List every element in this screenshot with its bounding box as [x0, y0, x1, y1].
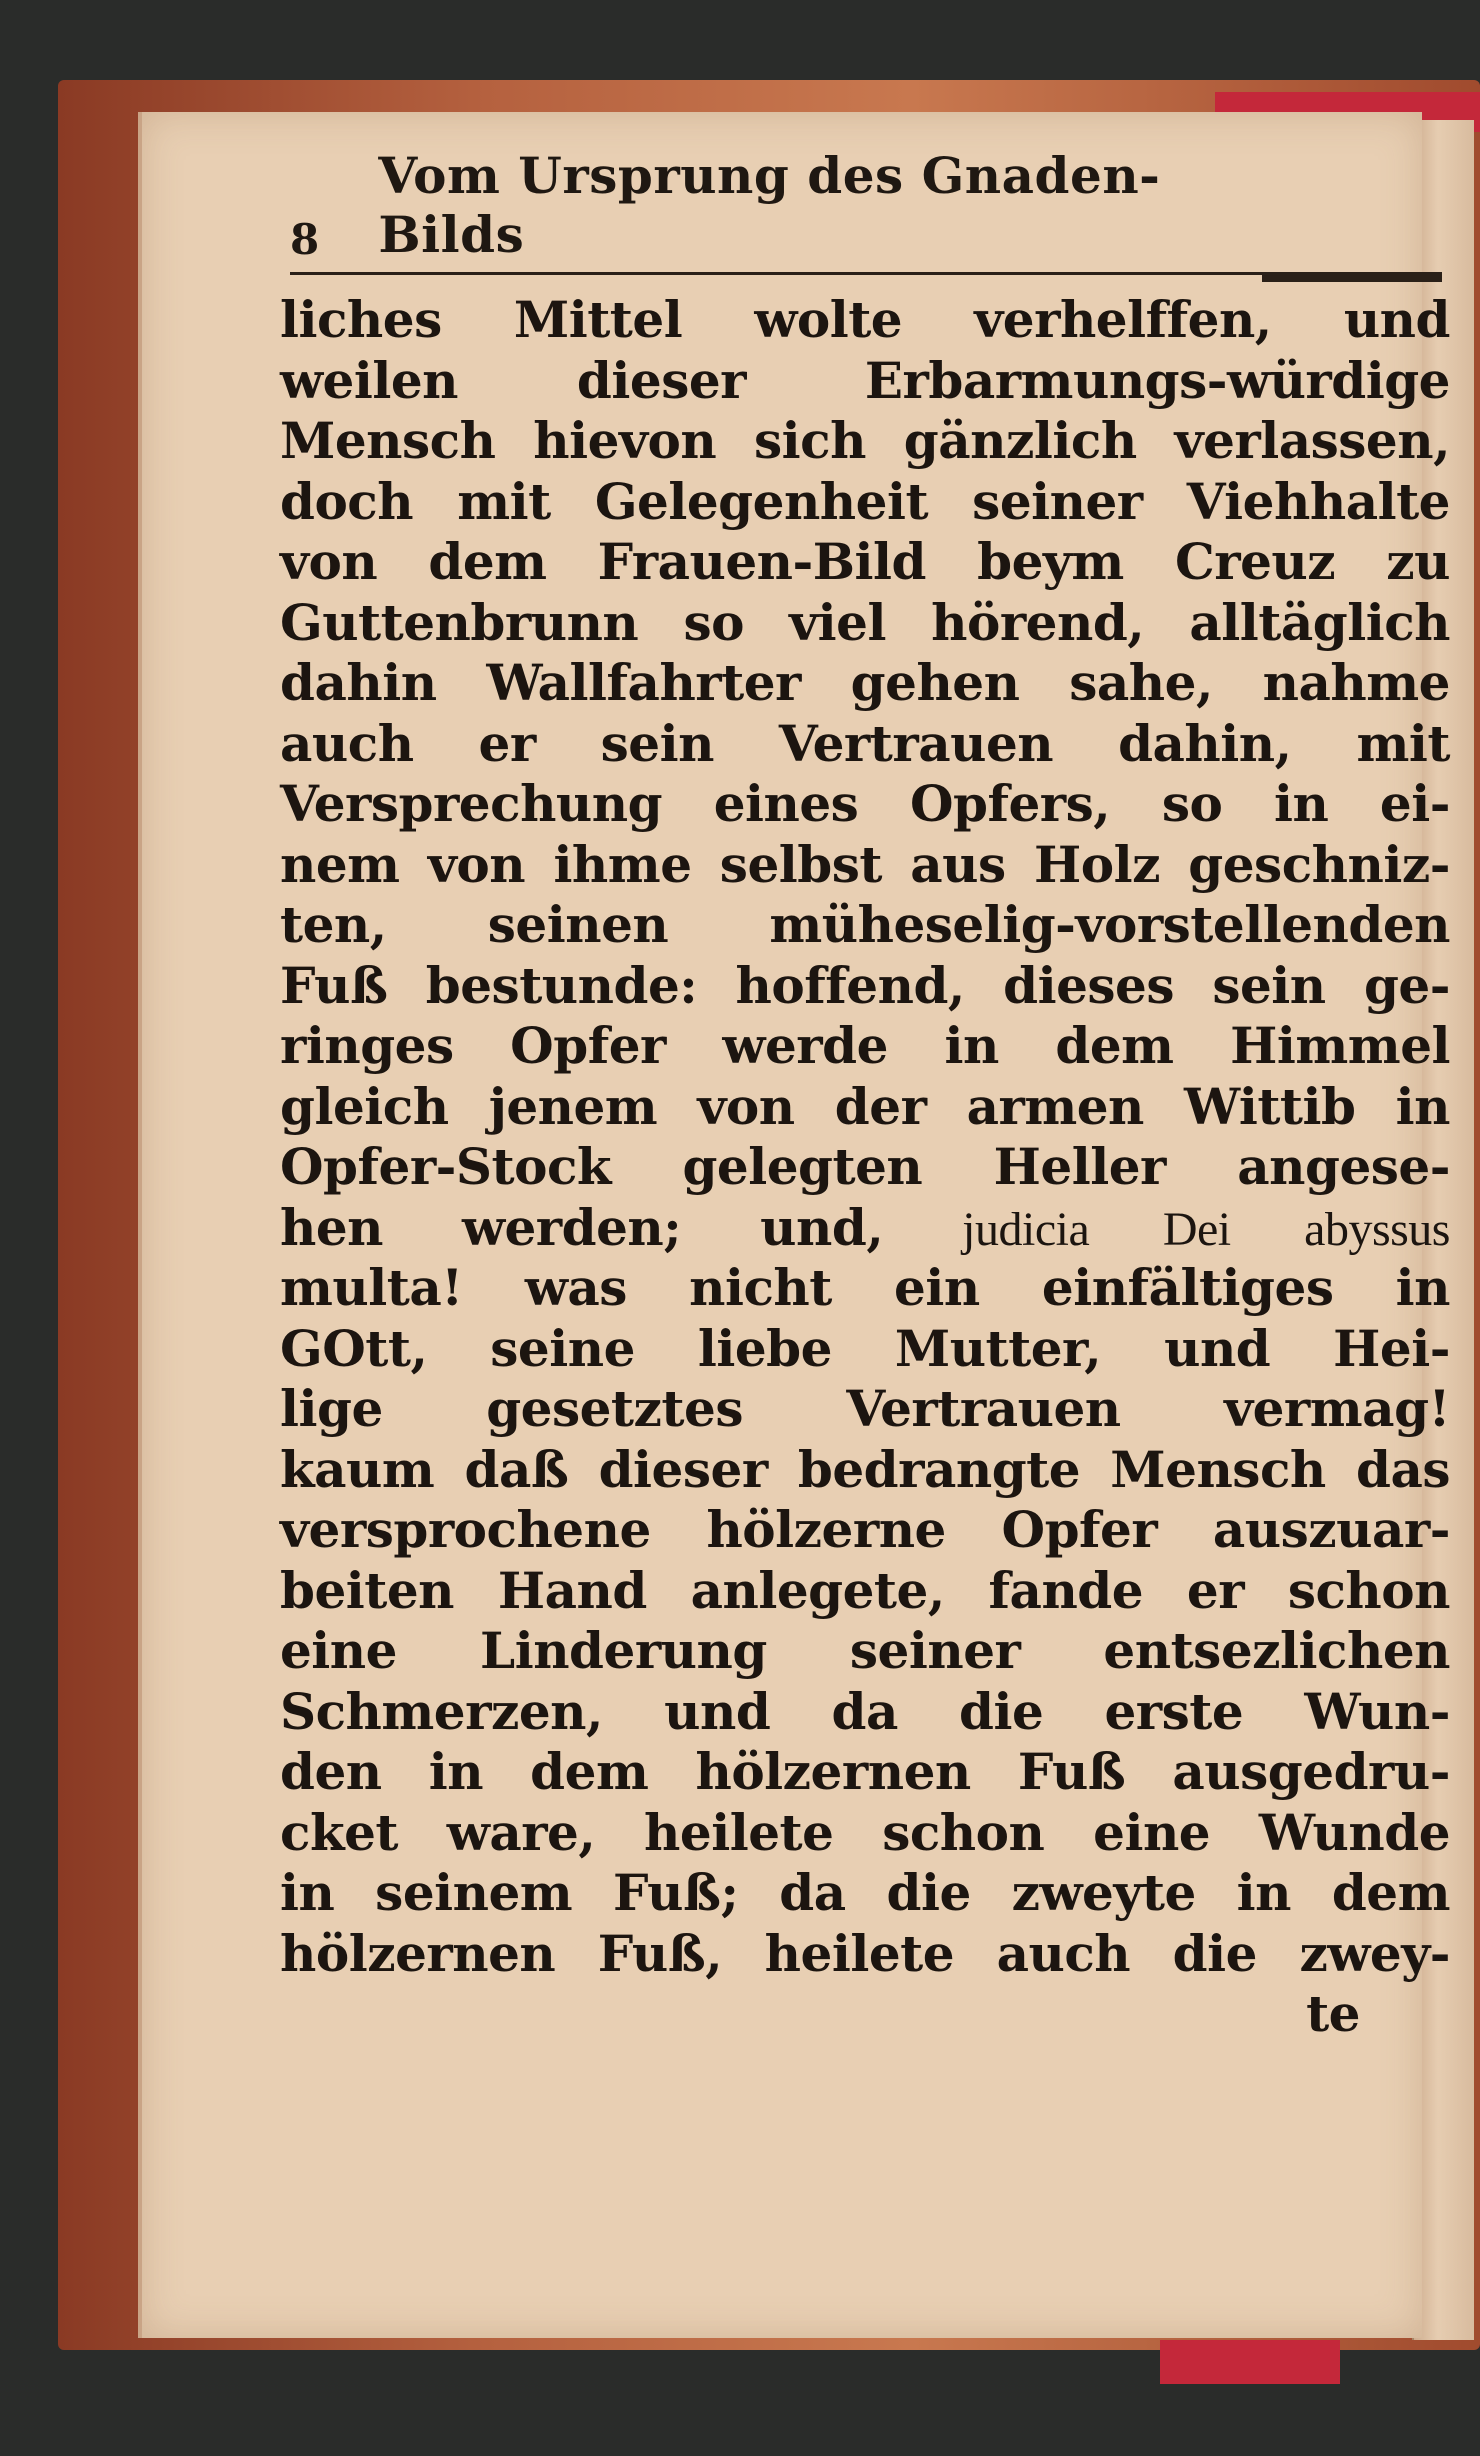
text-line: von dem Frauen-Bild beym Creuz zu	[280, 532, 1450, 591]
text-line: doch mit Gelegenheit seiner Viehhalte	[280, 471, 1450, 531]
text-line: lige gesetztes Vertrauen vermag!	[280, 1379, 1450, 1438]
text-line: versprochene hölzerne Opfer auszuar-	[280, 1500, 1450, 1559]
text-line: hölzernen Fuß, heilete auch die zwey-	[280, 1923, 1450, 1983]
text-line: GOtt, seine liebe Mutter, und Hei-	[280, 1318, 1450, 1378]
text-line: den in dem hölzernen Fuß ausgedru-	[280, 1742, 1450, 1801]
body-text	[280, 290, 1450, 2045]
catchword: te	[1306, 1984, 1360, 2043]
book-page	[138, 112, 1450, 2338]
text-line	[280, 1198, 1450, 1259]
text-line: Fuß bestunde: hoffend, dieses sein ge-	[280, 955, 1450, 1015]
text-line: nem von ihme selbst aus Holz geschniz-	[280, 834, 1450, 894]
text-line: kaum daß dieser bedrangte Mensch das	[280, 1439, 1450, 1499]
text-line: weilen dieser Erbarmungs-würdige	[280, 350, 1450, 410]
text-line: auch er sein Vertrauen dahin, mit	[280, 713, 1450, 773]
text-line: ten, seinen müheselig-vorstellenden	[280, 895, 1450, 954]
text-line: eine Linderung seiner entsezlichen	[280, 1621, 1450, 1680]
text-line: Guttenbrunn so viel hörend, alltäglich	[280, 592, 1450, 652]
text-line: liches Mittel wolte verhelffen, und	[280, 290, 1450, 349]
text-line: ringes Opfer werde in dem Himmel	[280, 1016, 1450, 1075]
page-number: 8	[290, 215, 320, 264]
text-line-german: hen werden; und,	[280, 1197, 884, 1257]
header-rule	[290, 272, 1332, 275]
text-line: dahin Wallfahrter gehen sahe, nahme	[280, 653, 1450, 712]
text-line: Opfer-Stock gelegten Heller angese-	[280, 1137, 1450, 1196]
running-title: Vom Ursprung des Gnaden-Bilds	[378, 146, 1161, 264]
text-line: Mensch hievon sich gänzlich verlassen,	[280, 411, 1450, 470]
text-line: Schmerzen, und da die erste Wun-	[280, 1681, 1450, 1741]
text-line: cket ware, heilete schon eine Wunde	[280, 1802, 1450, 1862]
text-line: Versprechung eines Opfers, so in ei-	[280, 774, 1450, 833]
page-header	[290, 146, 1290, 264]
text-line: in seinem Fuß; da die zweyte in dem	[280, 1863, 1450, 1922]
text-line: beiten Hand anlegete, fande er schon	[280, 1560, 1450, 1620]
text-line: multa! was nicht ein einfältiges in	[280, 1258, 1450, 1317]
header-rule-thick	[1262, 272, 1442, 282]
text-line-latin: judicia Dei abyssus	[962, 1202, 1450, 1256]
text-line: gleich jenem von der armen Wittib in	[280, 1076, 1450, 1136]
bookmark-ribbon-bottom	[1160, 2340, 1340, 2384]
